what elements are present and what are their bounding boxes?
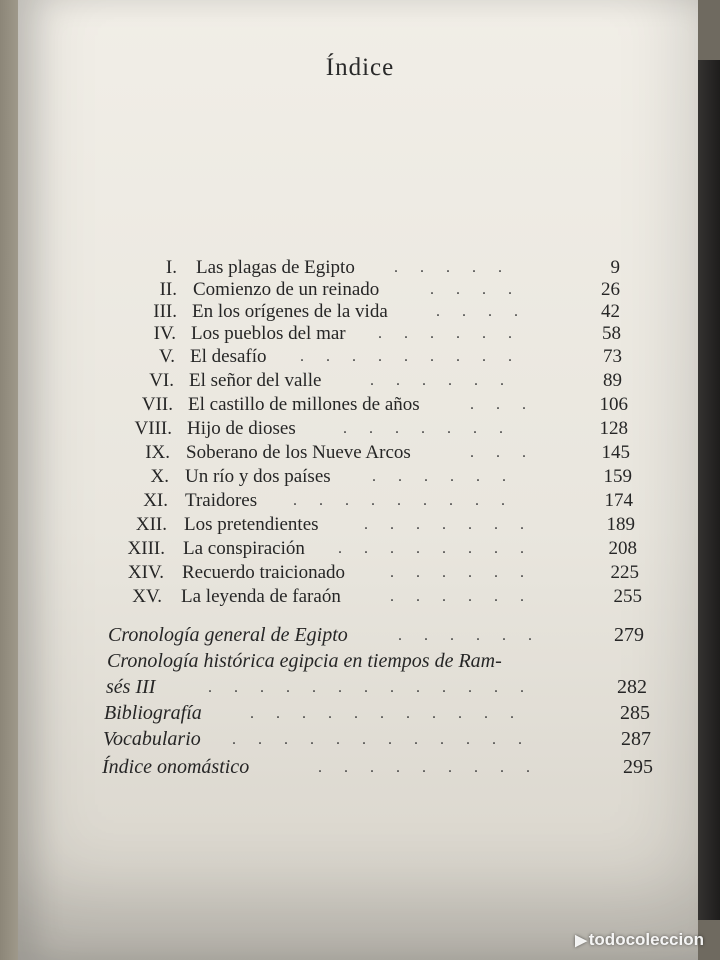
leader-dots: ...... <box>370 372 526 389</box>
chapter-number: XIV. <box>127 562 164 583</box>
toc-entry <box>0 585 720 608</box>
page-number: 174 <box>604 490 633 511</box>
chapter-number: X. <box>150 466 169 487</box>
leader-dots: .... <box>436 303 540 320</box>
page-number: 287 <box>621 728 651 750</box>
chapter-number: III. <box>153 301 177 322</box>
page-number: 73 <box>603 346 622 367</box>
chapter-title: El señor del valle <box>189 370 322 391</box>
toc-entry <box>0 393 720 416</box>
toc-entry <box>0 345 720 368</box>
appendix-title: Bibliografía <box>104 702 202 724</box>
page-number: 145 <box>601 442 630 463</box>
toc-entry <box>0 561 720 584</box>
page-number: 42 <box>601 301 620 322</box>
page-number: 9 <box>610 257 620 278</box>
page-number: 128 <box>599 418 628 439</box>
toc-entry <box>0 465 720 488</box>
leader-dots: ...... <box>398 627 554 644</box>
page-number: 159 <box>603 466 632 487</box>
chapter-title: El desafío <box>190 346 267 367</box>
leader-dots: ..... <box>394 259 524 276</box>
toc-entry <box>0 256 720 279</box>
chapter-title: Los pueblos del mar <box>191 323 346 344</box>
toc-entry <box>0 624 720 647</box>
leader-dots: ......... <box>293 492 527 509</box>
page-number: 58 <box>602 323 621 344</box>
appendix-title: Vocabulario <box>103 728 201 750</box>
chapter-number: IX. <box>145 442 170 463</box>
leader-dots: ......... <box>318 759 552 776</box>
chapter-title: Los pretendientes <box>184 514 319 535</box>
toc-entry <box>0 278 720 301</box>
chapter-number: VIII. <box>134 418 172 439</box>
chapter-title: El castillo de millones de años <box>188 394 420 415</box>
chapter-number: XV. <box>132 586 162 607</box>
leader-dots: ...... <box>378 325 534 342</box>
chapter-title: La conspiración <box>183 538 305 559</box>
chapter-title: En los orígenes de la vida <box>192 301 388 322</box>
chapter-number: XIII. <box>127 538 165 559</box>
appendix-title: Cronología histórica egipcia en tiempos de Ram- <box>107 650 502 672</box>
leader-dots: ... <box>470 396 548 413</box>
chapter-title: Soberano de los Nueve Arcos <box>186 442 411 463</box>
leader-dots: ...... <box>390 564 546 581</box>
toc-entry <box>0 650 720 673</box>
toc-entry <box>0 489 720 512</box>
chapter-number: VII. <box>141 394 173 415</box>
page-number: 89 <box>603 370 622 391</box>
chapter-title: La leyenda de faraón <box>181 586 341 607</box>
watermark-logo <box>575 930 704 950</box>
chapter-title: Hijo de dioses <box>187 418 296 439</box>
leader-dots: ...... <box>390 588 546 605</box>
leader-dots: ... <box>470 444 548 461</box>
watermark-text: todocoleccion <box>588 930 704 949</box>
leader-dots: ......... <box>300 348 534 365</box>
toc-entry <box>0 441 720 464</box>
page-number: 279 <box>614 624 644 646</box>
toc-entry <box>0 702 720 725</box>
chapter-number: XI. <box>143 490 168 511</box>
appendix-title: Índice onomástico <box>102 756 250 778</box>
page-number: 295 <box>623 756 653 778</box>
chapter-title: Las plagas de Egipto <box>196 257 355 278</box>
chapter-title: Un río y dos países <box>185 466 331 487</box>
chapter-number: VI. <box>149 370 174 391</box>
toc-entry <box>0 513 720 536</box>
leader-dots: .... <box>430 281 534 298</box>
chapter-number: XII. <box>135 514 167 535</box>
page-number: 285 <box>620 702 650 724</box>
toc-entry <box>0 537 720 560</box>
play-icon: ▶ <box>575 932 587 949</box>
page-number: 255 <box>613 586 642 607</box>
toc-entry <box>0 756 720 779</box>
toc-entry <box>0 676 720 699</box>
page-number: 208 <box>608 538 637 559</box>
leader-dots: ............. <box>208 679 546 696</box>
chapter-number: IV. <box>153 323 176 344</box>
chapter-title: Traidores <box>185 490 258 511</box>
page-title: Índice <box>325 54 395 81</box>
leader-dots: ............ <box>232 731 544 748</box>
leader-dots: ...... <box>372 468 528 485</box>
chapter-number: II. <box>159 279 177 300</box>
page-number: 282 <box>617 676 647 698</box>
toc-entry <box>0 369 720 392</box>
chapter-title: Comienzo de un reinado <box>193 279 380 300</box>
leader-dots: ....... <box>343 420 525 437</box>
leader-dots: ........... <box>250 705 536 722</box>
leader-dots: ....... <box>364 516 546 533</box>
page-number: 189 <box>606 514 635 535</box>
toc-entry <box>0 728 720 751</box>
appendix-title: sés III <box>106 676 156 698</box>
toc-entry <box>0 300 720 323</box>
page-number: 26 <box>601 279 620 300</box>
chapter-number: I. <box>165 257 177 278</box>
toc-entry <box>0 322 720 345</box>
chapter-title: Recuerdo traicionado <box>182 562 346 583</box>
chapter-number: V. <box>158 346 175 367</box>
page-number: 225 <box>610 562 639 583</box>
leader-dots: ........ <box>338 540 546 557</box>
page-number: 106 <box>599 394 628 415</box>
appendix-title: Cronología general de Egipto <box>108 624 348 646</box>
toc-entry <box>0 417 720 440</box>
